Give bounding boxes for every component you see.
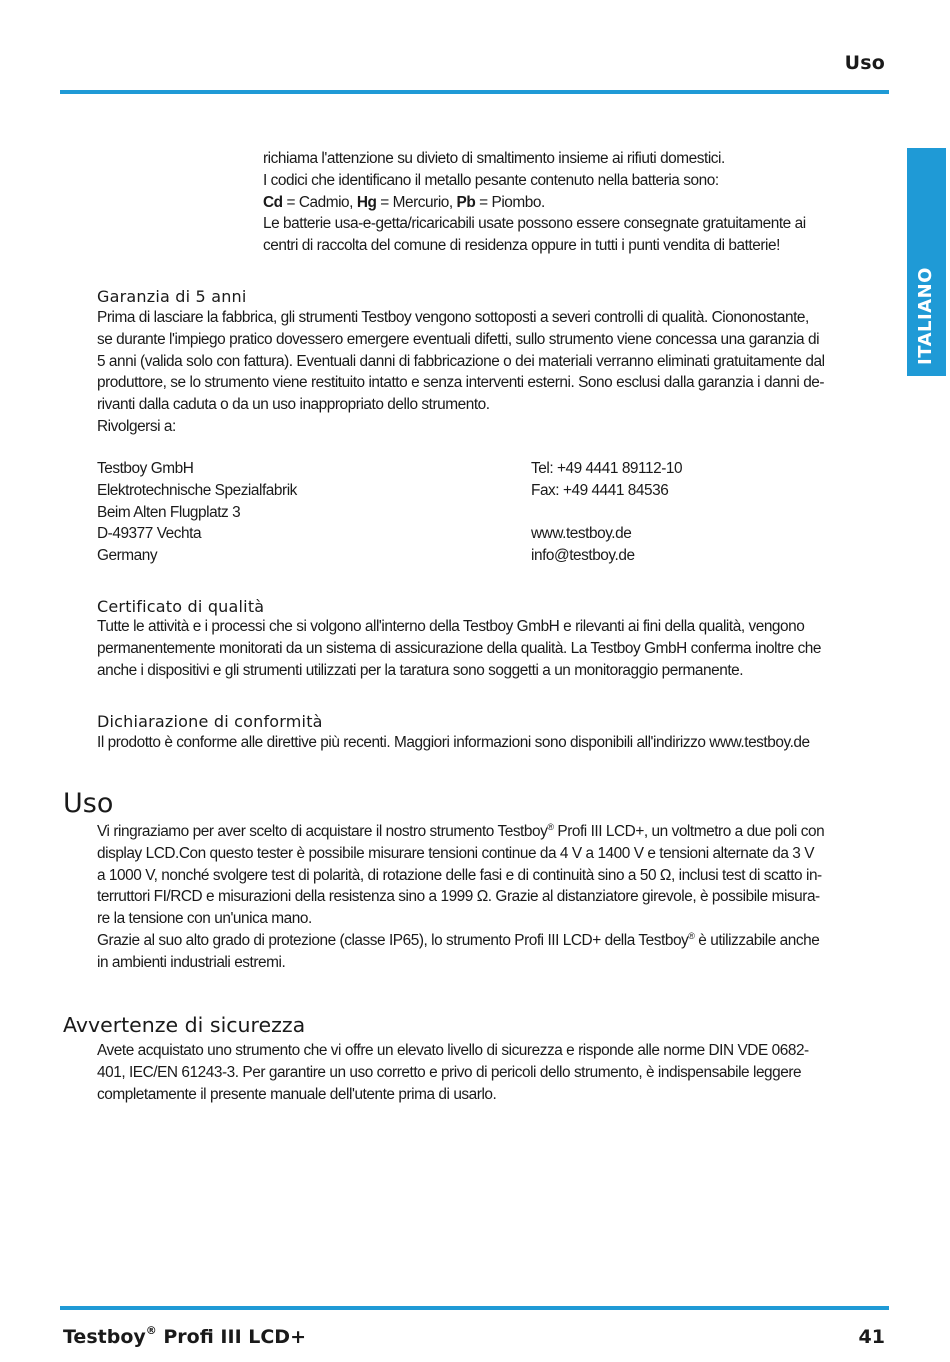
company-division: Elektrotechnische Spezialfabrik (97, 481, 297, 499)
quality-text (97, 616, 821, 681)
contact-fax: Fax: +49 4441 84536 (531, 481, 669, 499)
header-rule (60, 90, 889, 94)
registered-mark: ® (688, 930, 695, 941)
uso-line-1a: Vi ringraziamo per aver scelto di acquistare il nostro strumento Testboy (97, 823, 548, 840)
warranty-line: Rivolgersi a: (97, 417, 176, 435)
uso-text (97, 821, 824, 974)
header-section-title: Uso (844, 52, 885, 74)
cadmium-name: = Cadmio, (282, 193, 357, 211)
battery-line-4: Le batterie usa-e-getta/ricaricabili usate possono essere consegnate gratuitamente ai (263, 215, 806, 233)
warranty-text (97, 307, 825, 438)
company-street: Beim Alten Flugplatz 3 (97, 503, 241, 521)
uso-line-2: display LCD.Con questo tester è possibile misurare tensioni continue da 4 V a 1400 V e tensioni alternate da 3 V (97, 844, 815, 862)
quality-line: Tutte le attività e i processi che si volgono all'interno della Testboy GmbH e rilevanti ai fini della qualità, vengono (97, 618, 805, 635)
footer-registered-mark: ® (145, 1324, 157, 1337)
warranty-line: Prima di lasciare la fabbrica, gli strumenti Testboy vengono sottoposti a severi controlli di qualità. Ciononostante, (97, 309, 809, 326)
battery-line-2: I codici che identificano il metallo pesante contenuto nella batteria sono: (263, 171, 719, 189)
safety-text (97, 1040, 809, 1105)
warranty-heading: Garanzia di 5 anni (97, 287, 247, 306)
uso-line-7: in ambienti industriali estremi. (97, 953, 286, 971)
footer-product-name (63, 1326, 306, 1348)
lead-name: = Piombo. (475, 193, 545, 211)
footer-rule (60, 1306, 889, 1310)
conformity-heading: Dichiarazione di conformità (97, 712, 323, 731)
contact-tel: Tel: +49 4441 89112-10 (531, 460, 683, 477)
battery-disposal-text (263, 148, 806, 257)
warranty-line: produttore, se lo strumento viene restituito intatto e senza interventi esterni. Sono esclusi dalla garanzia i danni de- (97, 374, 825, 392)
conformity-line: Il prodotto è conforme alle direttive più recenti. Maggiori informazioni sono disponibili all'indirizzo www.testboy.de (97, 734, 810, 751)
uso-line-6b: è utilizzabile anche (694, 931, 820, 949)
uso-line-3: a 1000 V, nonché svolgere test di polarità, di rotazione delle fasi e di continuità sino a 50 Ω, inclusi test di scatto in- (97, 866, 822, 884)
battery-line-1: richiama l'attenzione su divieto di smaltimento insieme ai rifiuti domestici. (263, 150, 725, 167)
conformity-text (97, 732, 810, 754)
uso-line-4: terruttori FI/RCD e misurazioni della resistenza sino a 1999 Ω. Grazie al distanziatore girevole, è possibile misura- (97, 888, 820, 906)
mercury-code: Hg (356, 193, 377, 211)
quality-line: permanentemente monitorati da un sistema di assicurazione della qualità. La Testboy GmbH conferma inoltre che (97, 639, 822, 657)
company-country: Germany (97, 547, 158, 565)
footer-brand: Testboy (63, 1326, 146, 1348)
battery-codes-line (263, 192, 806, 214)
safety-line: 401, IEC/EN 61243-3. Per garantire un uso corretto e privo di pericoli dello strumento, è indispensabile leggere (97, 1063, 802, 1081)
mercury-name: = Mercurio, (376, 193, 457, 211)
company-name: Testboy GmbH (97, 460, 194, 477)
quality-line: anche i dispositivi e gli strumenti utilizzati per la taratura sono soggetti a un monitoraggio permanente. (97, 661, 744, 679)
contact-address (97, 458, 297, 567)
company-city: D-49377 Vechta (97, 525, 202, 543)
safety-line: Avete acquistato uno strumento che vi offre un elevato livello di sicurezza e risponde alle norme DIN VDE 0682- (97, 1042, 809, 1059)
lead-code: Pb (456, 193, 476, 211)
uso-line-1 (97, 821, 824, 843)
language-tab-label: ITALIANO (915, 267, 936, 365)
contact-web[interactable]: www.testboy.de (531, 525, 632, 543)
safety-line: completamente il presente manuale dell'utente prima di usarlo. (97, 1085, 497, 1103)
footer-product: Profi III LCD+ (156, 1326, 306, 1348)
contact-channels (531, 458, 682, 567)
uso-line-6 (97, 930, 824, 952)
contact-spacer (531, 502, 682, 524)
warranty-line: 5 anni (valida solo con fattura). Eventuali danni di fabbricazione o dei materiali verranno eliminati gratuitamente dal (97, 352, 825, 370)
uso-line-5: re la tensione con un'unica mano. (97, 910, 312, 928)
page-number: 41 (858, 1326, 885, 1348)
uso-line-1b: Profi III LCD+, un voltmetro a due poli con (553, 823, 825, 840)
uso-line-6a: Grazie al suo alto grado di protezione (classe IP65), lo strumento Profi III LCD+ della Testboy (97, 931, 689, 949)
warranty-line: se durante l'impiego pratico dovessero emergere eventuali difetti, sullo strumento viene concessa una garanzia di (97, 330, 820, 348)
uso-heading: Uso (63, 788, 114, 819)
warranty-line: rivanti dalla caduta o da un uso inappropriato dello strumento. (97, 396, 490, 414)
contact-email[interactable]: info@testboy.de (531, 547, 635, 565)
registered-mark: ® (547, 822, 554, 832)
quality-heading: Certificato di qualità (97, 597, 265, 616)
cadmium-code: Cd (263, 193, 283, 211)
safety-heading: Avvertenze di sicurezza (63, 1013, 306, 1037)
battery-line-5: centri di raccolta del comune di residenza oppure in tutti i punti vendita di batterie! (263, 237, 780, 255)
